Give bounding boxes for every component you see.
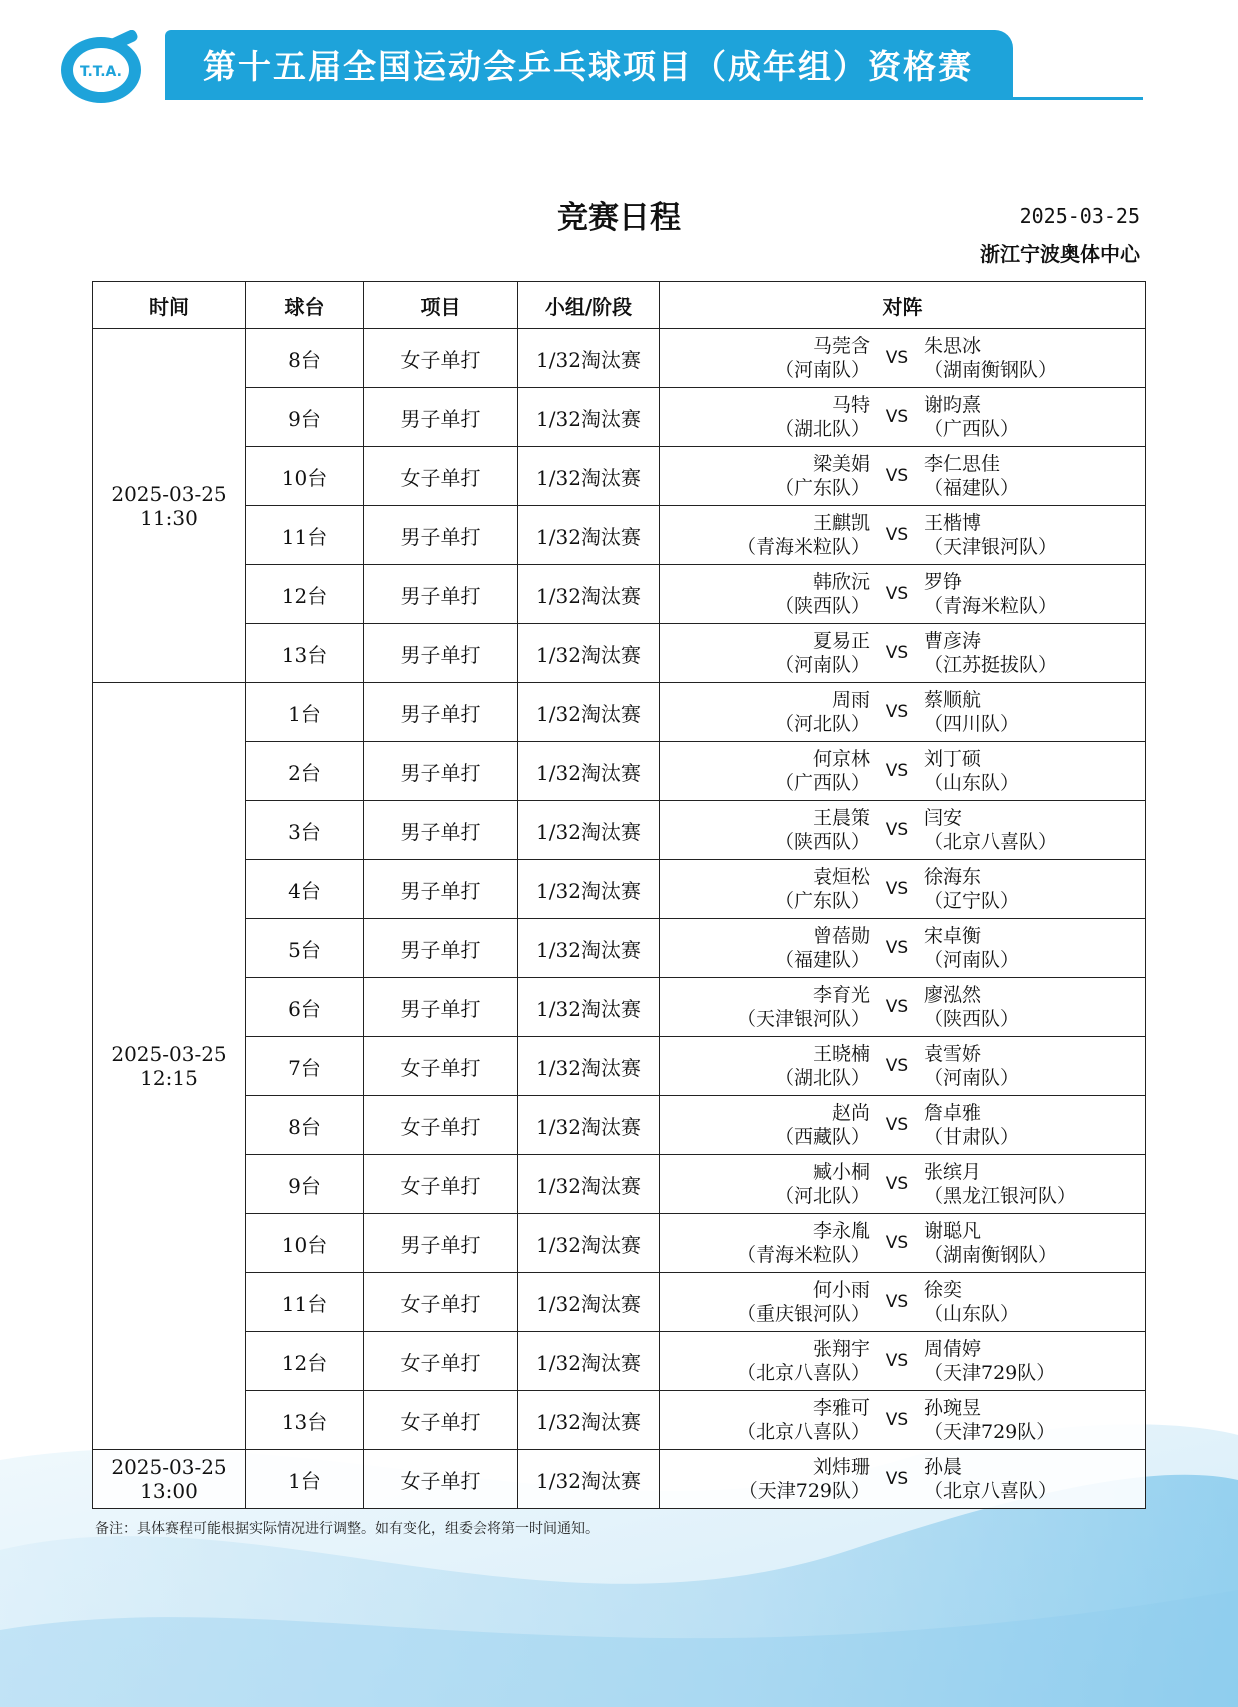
- time-clock: 11:30: [140, 505, 198, 530]
- player-team: （广西队）: [924, 418, 1020, 440]
- stage-cell: 1/32淘汰赛: [518, 447, 660, 506]
- table-row: [93, 1155, 1146, 1214]
- player-name: 闫安: [924, 807, 963, 829]
- banner-underline: [165, 97, 1143, 100]
- player-team: （陕西队）: [774, 831, 870, 853]
- stage-cell: 1/32淘汰赛: [518, 1273, 660, 1332]
- header-event: 项目: [364, 282, 518, 329]
- matchup-cell: [660, 683, 1146, 742]
- player-name: 李雅可: [812, 1397, 870, 1419]
- player-right: [924, 865, 1145, 913]
- player-team: （河南队）: [774, 654, 870, 676]
- stage-cell: 1/32淘汰赛: [518, 1450, 660, 1509]
- player-team: （辽宁队）: [924, 890, 1020, 912]
- player-name: 王晓楠: [812, 1043, 870, 1065]
- vs-label: VS: [885, 879, 909, 899]
- event-cell: 女子单打: [364, 1273, 518, 1332]
- player-name: 梁美娟: [812, 453, 870, 475]
- matchup-cell: [660, 506, 1146, 565]
- player-name: 曾蓓勋: [812, 925, 870, 947]
- stage-cell: 1/32淘汰赛: [518, 801, 660, 860]
- player-right: [924, 806, 1145, 854]
- table-row: [93, 978, 1146, 1037]
- player-left: [660, 1396, 870, 1444]
- player-name: 臧小桐: [812, 1161, 870, 1183]
- table-row: [93, 329, 1146, 388]
- vs-label: VS: [885, 407, 909, 427]
- header-table-no: 球台: [246, 282, 364, 329]
- player-team: （北京八喜队）: [736, 1362, 870, 1384]
- document-venue: 浙江宁波奥体中心: [980, 242, 1140, 266]
- footnote: 备注：具体赛程可能根据实际情况进行调整。如有变化，组委会将第一时间通知。: [95, 1521, 599, 1537]
- player-team: （福建队）: [774, 949, 870, 971]
- event-cell: 男子单打: [364, 683, 518, 742]
- player-team: （陕西队）: [924, 1008, 1020, 1030]
- event-cell: 女子单打: [364, 447, 518, 506]
- time-date: 2025-03-25: [111, 481, 227, 506]
- player-team: （四川队）: [924, 713, 1020, 735]
- player-team: （福建队）: [924, 477, 1020, 499]
- table-number-cell: 10台: [246, 1214, 364, 1273]
- table-row: [93, 860, 1146, 919]
- table-row: [93, 801, 1146, 860]
- player-right: [924, 924, 1145, 972]
- event-cell: 男子单打: [364, 506, 518, 565]
- player-team: （青海米粒队）: [924, 595, 1058, 617]
- stage-cell: 1/32淘汰赛: [518, 1096, 660, 1155]
- player-name: 谢昀熹: [924, 394, 982, 416]
- player-team: （重庆银河队）: [736, 1303, 870, 1325]
- table-number-cell: 4台: [246, 860, 364, 919]
- stage-cell: 1/32淘汰赛: [518, 624, 660, 683]
- player-team: （青海米粒队）: [736, 536, 870, 558]
- matchup-cell: [660, 742, 1146, 801]
- event-cell: 男子单打: [364, 388, 518, 447]
- event-cell: 女子单打: [364, 1155, 518, 1214]
- player-right: [924, 983, 1145, 1031]
- document-title: 竞赛日程: [557, 200, 681, 236]
- player-team: （湖南衡钢队）: [924, 359, 1058, 381]
- player-left: [660, 511, 870, 559]
- table-number-cell: 12台: [246, 565, 364, 624]
- player-name: 马特: [831, 394, 870, 416]
- player-name: 詹卓雅: [924, 1102, 982, 1124]
- player-name: 廖泓然: [924, 984, 982, 1006]
- player-team: （西藏队）: [774, 1126, 870, 1148]
- player-team: （天津729队）: [738, 1480, 870, 1502]
- matchup-cell: [660, 978, 1146, 1037]
- player-left: [660, 1042, 870, 1090]
- matchup-cell: [660, 1155, 1146, 1214]
- table-row: [93, 1037, 1146, 1096]
- time-date: 2025-03-25: [111, 1042, 227, 1066]
- player-team: （湖北队）: [774, 418, 870, 440]
- player-name: 刘丁硕: [924, 748, 982, 770]
- player-team: （河南队）: [924, 949, 1020, 971]
- event-cell: 男子单打: [364, 919, 518, 978]
- player-left: [660, 1337, 870, 1385]
- tta-logo: [58, 30, 144, 104]
- player-team: （天津银河队）: [736, 1008, 870, 1030]
- time-cell: [93, 1450, 246, 1509]
- matchup-cell: [660, 919, 1146, 978]
- player-name: 徐奕: [924, 1279, 963, 1301]
- player-left: [660, 1101, 870, 1149]
- player-team: （河北队）: [774, 1185, 870, 1207]
- table-row: [93, 919, 1146, 978]
- player-team: （广西队）: [774, 772, 870, 794]
- player-team: （湖北队）: [774, 1067, 870, 1089]
- player-team: （北京八喜队）: [736, 1421, 870, 1443]
- player-name: 徐海东: [924, 866, 982, 888]
- player-team: （湖南衡钢队）: [924, 1244, 1058, 1266]
- stage-cell: 1/32淘汰赛: [518, 742, 660, 801]
- player-name: 夏易正: [812, 630, 870, 652]
- stage-cell: 1/32淘汰赛: [518, 978, 660, 1037]
- matchup-cell: [660, 388, 1146, 447]
- player-team: （江苏挺拔队）: [924, 654, 1058, 676]
- player-name: 孙晨: [924, 1456, 963, 1478]
- header-time: 时间: [93, 282, 246, 329]
- player-name: 王楷博: [924, 512, 982, 534]
- player-left: [660, 393, 870, 441]
- matchup-cell: [660, 447, 1146, 506]
- event-cell: 女子单打: [364, 1391, 518, 1450]
- header-stage: 小组/阶段: [518, 282, 660, 329]
- matchup-cell: [660, 624, 1146, 683]
- player-right: [924, 1337, 1145, 1385]
- table-row: [93, 388, 1146, 447]
- stage-cell: 1/32淘汰赛: [518, 919, 660, 978]
- table-number-cell: 10台: [246, 447, 364, 506]
- player-name: 张翔宇: [812, 1338, 870, 1360]
- time-clock: 13:00: [140, 1479, 198, 1503]
- vs-label: VS: [885, 1174, 909, 1194]
- schedule-body: [93, 329, 1146, 1509]
- time-cell: [93, 329, 246, 683]
- player-left: [660, 1219, 870, 1267]
- event-cell: 男子单打: [364, 1214, 518, 1273]
- player-left: [660, 865, 870, 913]
- document-date: 2025-03-25: [1019, 204, 1140, 228]
- stage-cell: 1/32淘汰赛: [518, 1332, 660, 1391]
- player-name: 李育光: [812, 984, 870, 1006]
- table-row: [93, 447, 1146, 506]
- player-right: [924, 1396, 1145, 1444]
- player-team: （河北队）: [774, 713, 870, 735]
- player-team: （山东队）: [924, 772, 1020, 794]
- player-right: [924, 688, 1145, 736]
- table-number-cell: 8台: [246, 329, 364, 388]
- vs-label: VS: [885, 348, 909, 368]
- vs-label: VS: [885, 1233, 909, 1253]
- player-left: [660, 924, 870, 972]
- table-row: [93, 624, 1146, 683]
- matchup-cell: [660, 1273, 1146, 1332]
- event-cell: 女子单打: [364, 329, 518, 388]
- vs-label: VS: [885, 997, 909, 1017]
- stage-cell: 1/32淘汰赛: [518, 1214, 660, 1273]
- player-name: 马莞含: [812, 335, 870, 357]
- player-name: 韩欣沅: [812, 571, 870, 593]
- player-right: [924, 1455, 1145, 1503]
- vs-label: VS: [885, 1056, 909, 1076]
- player-name: 袁烜松: [812, 866, 870, 888]
- table-row: [93, 1273, 1146, 1332]
- vs-label: VS: [885, 584, 909, 604]
- matchup-cell: [660, 1037, 1146, 1096]
- player-right: [924, 1042, 1145, 1090]
- table-row: [93, 1450, 1146, 1509]
- player-name: 周倩婷: [924, 1338, 982, 1360]
- player-right: [924, 1278, 1145, 1326]
- header-banner: [165, 30, 1013, 98]
- player-right: [924, 629, 1145, 677]
- event-cell: 女子单打: [364, 1332, 518, 1391]
- player-left: [660, 629, 870, 677]
- player-right: [924, 1160, 1145, 1208]
- stage-cell: 1/32淘汰赛: [518, 565, 660, 624]
- player-team: （天津729队）: [924, 1421, 1056, 1443]
- time-date: 2025-03-25: [111, 1455, 227, 1479]
- matchup-cell: [660, 1332, 1146, 1391]
- player-name: 何小雨: [812, 1279, 870, 1301]
- player-team: （天津银河队）: [924, 536, 1058, 558]
- player-name: 孙琬昱: [924, 1397, 982, 1419]
- table-row: [93, 742, 1146, 801]
- table-row: [93, 1332, 1146, 1391]
- player-name: 刘炜珊: [812, 1456, 870, 1478]
- logo-text: T.T.A.: [80, 64, 122, 80]
- stage-cell: 1/32淘汰赛: [518, 1037, 660, 1096]
- matchup-cell: [660, 565, 1146, 624]
- table-number-cell: 9台: [246, 1155, 364, 1214]
- event-cell: 男子单打: [364, 860, 518, 919]
- matchup-cell: [660, 801, 1146, 860]
- table-row: [93, 1214, 1146, 1273]
- player-right: [924, 747, 1145, 795]
- player-right: [924, 1101, 1145, 1149]
- table-number-cell: 1台: [246, 683, 364, 742]
- event-cell: 男子单打: [364, 624, 518, 683]
- event-cell: 女子单打: [364, 1037, 518, 1096]
- player-team: （河南队）: [774, 359, 870, 381]
- matchup-cell: [660, 1391, 1146, 1450]
- vs-label: VS: [885, 1410, 909, 1430]
- table-number-cell: 11台: [246, 1273, 364, 1332]
- header-matchup: 对阵: [660, 282, 1146, 329]
- event-cell: 女子单打: [364, 1096, 518, 1155]
- event-cell: 男子单打: [364, 565, 518, 624]
- player-name: 王麒凯: [812, 512, 870, 534]
- vs-label: VS: [885, 938, 909, 958]
- player-left: [660, 570, 870, 618]
- event-cell: 男子单打: [364, 978, 518, 1037]
- player-name: 张缤月: [924, 1161, 982, 1183]
- player-right: [924, 511, 1145, 559]
- table-row: [93, 565, 1146, 624]
- player-name: 周雨: [831, 689, 870, 711]
- matchup-cell: [660, 1096, 1146, 1155]
- player-left: [660, 452, 870, 500]
- player-team: （甘肃队）: [924, 1126, 1020, 1148]
- table-row: [93, 506, 1146, 565]
- player-right: [924, 393, 1145, 441]
- vs-label: VS: [885, 702, 909, 722]
- table-number-cell: 12台: [246, 1332, 364, 1391]
- event-cell: 男子单打: [364, 742, 518, 801]
- player-name: 谢聪凡: [924, 1220, 982, 1242]
- player-team: （黑龙江银河队）: [924, 1185, 1077, 1207]
- table-row: [93, 1391, 1146, 1450]
- table-number-cell: 11台: [246, 506, 364, 565]
- player-team: （北京八喜队）: [924, 831, 1058, 853]
- player-team: （山东队）: [924, 1303, 1020, 1325]
- stage-cell: 1/32淘汰赛: [518, 329, 660, 388]
- table-row: [93, 683, 1146, 742]
- vs-label: VS: [885, 1292, 909, 1312]
- player-name: 赵尚: [831, 1102, 870, 1124]
- matchup-cell: [660, 1450, 1146, 1509]
- player-left: [660, 688, 870, 736]
- vs-label: VS: [885, 1351, 909, 1371]
- table-header-row: [93, 282, 1146, 329]
- player-name: 蔡顺航: [924, 689, 982, 711]
- banner-title: 第十五届全国运动会乒乓球项目（成年组）资格赛: [203, 46, 973, 86]
- player-name: 罗铮: [924, 571, 963, 593]
- vs-label: VS: [885, 525, 909, 545]
- event-cell: 女子单打: [364, 1450, 518, 1509]
- stage-cell: 1/32淘汰赛: [518, 506, 660, 565]
- schedule-table: [92, 281, 1146, 1509]
- stage-cell: 1/32淘汰赛: [518, 1391, 660, 1450]
- vs-label: VS: [885, 466, 909, 486]
- player-name: 王晨策: [812, 807, 870, 829]
- stage-cell: 1/32淘汰赛: [518, 860, 660, 919]
- player-name: 李仁思佳: [924, 453, 1001, 475]
- player-team: （广东队）: [774, 890, 870, 912]
- player-team: （青海米粒队）: [736, 1244, 870, 1266]
- table-number-cell: 1台: [246, 1450, 364, 1509]
- table-row: [93, 1096, 1146, 1155]
- player-name: 李永胤: [812, 1220, 870, 1242]
- player-name: 曹彦涛: [924, 630, 982, 652]
- player-right: [924, 1219, 1145, 1267]
- time-cell: [93, 683, 246, 1450]
- vs-label: VS: [885, 820, 909, 840]
- player-team: （广东队）: [774, 477, 870, 499]
- player-left: [660, 1278, 870, 1326]
- table-number-cell: 8台: [246, 1096, 364, 1155]
- table-number-cell: 13台: [246, 624, 364, 683]
- table-number-cell: 7台: [246, 1037, 364, 1096]
- player-name: 何京林: [812, 748, 870, 770]
- matchup-cell: [660, 1214, 1146, 1273]
- table-number-cell: 9台: [246, 388, 364, 447]
- player-name: 宋卓衡: [924, 925, 982, 947]
- player-left: [660, 806, 870, 854]
- player-left: [660, 1455, 870, 1503]
- player-team: （北京八喜队）: [924, 1480, 1058, 1502]
- matchup-cell: [660, 860, 1146, 919]
- event-cell: 男子单打: [364, 801, 518, 860]
- player-right: [924, 570, 1145, 618]
- player-left: [660, 747, 870, 795]
- player-left: [660, 983, 870, 1031]
- stage-cell: 1/32淘汰赛: [518, 1155, 660, 1214]
- table-number-cell: 13台: [246, 1391, 364, 1450]
- matchup-cell: [660, 329, 1146, 388]
- vs-label: VS: [885, 643, 909, 663]
- table-number-cell: 5台: [246, 919, 364, 978]
- vs-label: VS: [885, 1469, 909, 1489]
- player-left: [660, 334, 870, 382]
- stage-cell: 1/32淘汰赛: [518, 388, 660, 447]
- player-name: 袁雪娇: [924, 1043, 982, 1065]
- player-right: [924, 334, 1145, 382]
- vs-label: VS: [885, 1115, 909, 1135]
- player-team: （天津729队）: [924, 1362, 1056, 1384]
- player-left: [660, 1160, 870, 1208]
- player-right: [924, 452, 1145, 500]
- stage-cell: 1/32淘汰赛: [518, 683, 660, 742]
- table-number-cell: 6台: [246, 978, 364, 1037]
- time-clock: 12:15: [140, 1066, 198, 1090]
- vs-label: VS: [885, 761, 909, 781]
- player-name: 朱思冰: [924, 335, 982, 357]
- player-team: （河南队）: [924, 1067, 1020, 1089]
- table-number-cell: 3台: [246, 801, 364, 860]
- table-number-cell: 2台: [246, 742, 364, 801]
- player-team: （陕西队）: [774, 595, 870, 617]
